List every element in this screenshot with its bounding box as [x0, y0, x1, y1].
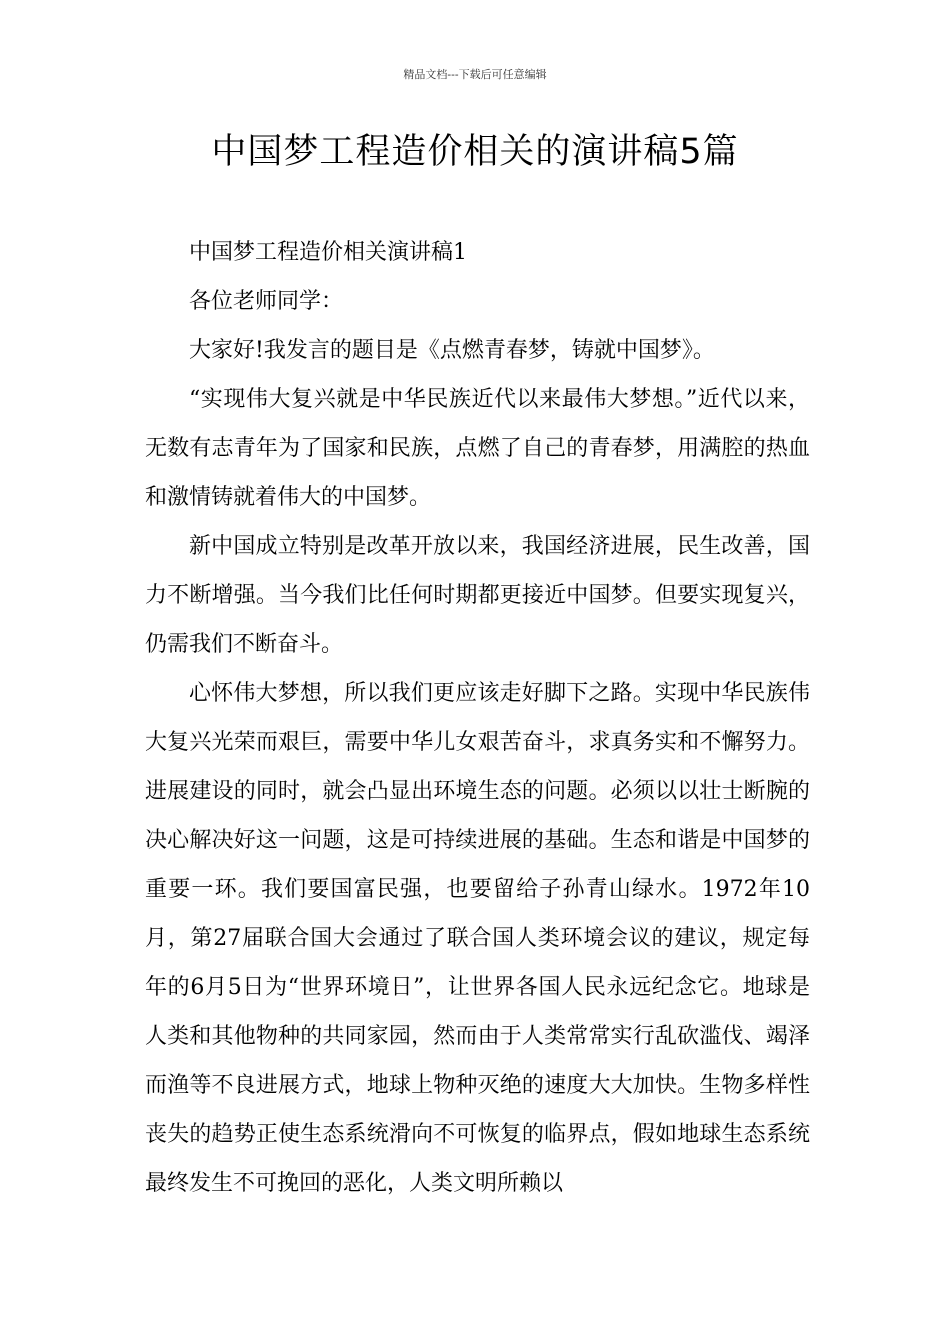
- document-body: [145, 228, 810, 1208]
- paragraph: 新中国成立特别是改革开放以来，我国经济进展，民生改善，国力不断增强。当今我们比任何时期都更接近中国梦。但要实现复兴，仍需我们不断奋斗。: [145, 534, 810, 657]
- page-header: 精品文档---下载后可任意编辑: [403, 68, 547, 81]
- paragraph: 大家好!我发言的题目是《点燃青春梦，铸就中国梦》。: [189, 338, 715, 363]
- paragraph: 心怀伟大梦想，所以我们更应该走好脚下之路。实现中华民族伟大复兴光荣而艰巨，需要中华儿女艰苦奋斗，求真务实和不懈努力。进展建设的同时，就会凸显出环境生态的问题。必须以以壮士断腕的决心解决好这一问题，这是可持续进展的基础。生态和谐是中国梦的重要一环。我们要国富民强，也要留给子孙青山绿水。1972年10月，第27届联合国大会通过了联合国人类环境会议的建议，规定每年的6月5日为“世界环境日”，让世界各国人民永远纪念它。地球是人类和其他物种的共同家园，然而由于人类常常实行乱砍滥伐、竭泽而渔等不良进展方式，地球上物种灭绝的速度大大加快。生物多样性丧失的趋势正使生态系统滑向不可恢复的临界点，假如地球生态系统最终发生不可挽回的恶化，人类文明所赖以: [145, 681, 810, 1196]
- salutation: 各位老师同学：: [189, 289, 344, 314]
- speech-heading: 中国梦工程造价相关演讲稿1: [189, 240, 467, 265]
- paragraph: “实现伟大复兴就是中华民族近代以来最伟大梦想。”近代以来，无数有志青年为了国家和民族，点燃了自己的青春梦，用满腔的热血和激情铸就着伟大的中国梦。: [145, 387, 810, 510]
- document-title: 中国梦工程造价相关的演讲稿5篇: [211, 132, 739, 172]
